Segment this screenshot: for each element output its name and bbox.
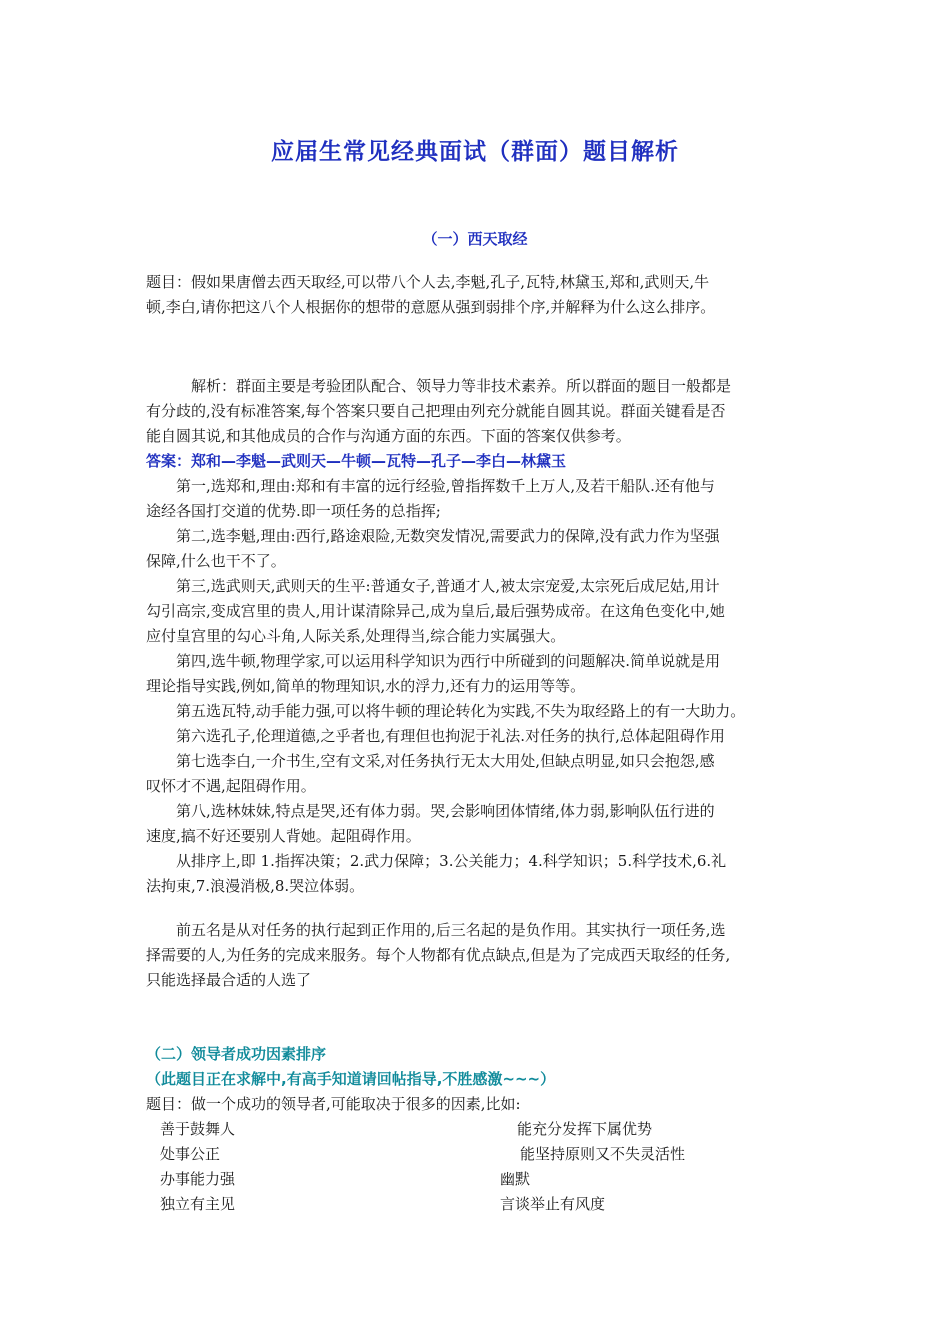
conclusion-line: 前五名是从对任务的执行起到正作用的,后三名起的是负作用。其实执行一项任务,选 [176, 921, 726, 939]
reason-line: 第四,选牛顿,物理学家,可以运用科学知识为西行中所碰到的问题解决.简单说就是用 [176, 652, 721, 670]
factor-row [160, 1192, 760, 1217]
factor-left: 独立有主见 [160, 1195, 236, 1213]
factor-left: 处事公正 [160, 1145, 221, 1163]
conclusion-line: 择需要的人,为任务的完成来服务。每个人物都有优点缺点,但是为了完成西天取经的任务, [146, 946, 731, 964]
factor-right: 能充分发挥下属优势 [517, 1120, 653, 1138]
factor-left: 善于鼓舞人 [160, 1120, 236, 1138]
reason-line: 应付皇宫里的勾心斗角,人际关系,处理得当,综合能力实属强大。 [146, 627, 566, 645]
answer-line [146, 449, 826, 474]
reasons-list [146, 474, 826, 899]
question-line: 顿,李白,请你把这八个人根据你的想带的意愿从强到弱排个序,并解释为什么这么排序。 [146, 298, 716, 316]
reason-line: 理论指导实践,例如,简单的物理知识,水的浮力,还有力的运用等等。 [146, 677, 586, 695]
factor-row [160, 1167, 760, 1192]
reason-line: 保障,什么也干不了。 [146, 552, 286, 570]
section1-question [146, 270, 826, 320]
conclusion-line: 只能选择最合适的人选了 [146, 971, 312, 989]
factor-row [160, 1117, 760, 1142]
reason-line: 第三,选武则天,武则天的生平:普通女子,普通才人,被太宗宠爱,太宗死后成尼姑,用计 [176, 577, 720, 595]
factor-right: 言谈举止有风度 [500, 1195, 606, 1213]
section2-note: （此题目正在求解中,有高手知道请回帖指导,不胜感激~~~） [146, 1070, 556, 1088]
analysis-line: 解析：群面主要是考验团队配合、领导力等非技术素养。所以群面的题目一般都是 [191, 377, 732, 395]
reason-line: 第五选瓦特,动手能力强,可以将牛顿的理论转化为实践,不失为取经路上的有一大助力。 [176, 702, 746, 720]
reason-line: 速度,搞不好还要别人背她。起阻碍作用。 [146, 827, 421, 845]
factor-left: 办事能力强 [160, 1170, 236, 1188]
factor-right: 幽默 [500, 1170, 531, 1188]
factor-row [160, 1142, 760, 1167]
reason-line: 第一,选郑和,理由:郑和有丰富的远行经验,曾指挥数千上万人,及若干船队.还有他与 [176, 477, 715, 495]
reason-line: 第六选孔子,伦理道德,之乎者也,有理但也拘泥于礼法.对任务的执行,总体起阻碍作用 [176, 727, 725, 745]
question-line: 题目：假如果唐僧去西天取经,可以带八个人去,李魁,孔子,瓦特,林黛玉,郑和,武则天,牛 [146, 273, 710, 291]
section2-question: 题目：做一个成功的领导者,可能取决于很多的因素,比如: [146, 1095, 521, 1113]
section2-heading: （二）领导者成功因素排序 [146, 1045, 327, 1063]
section1-analysis [146, 374, 826, 899]
answer-text: 郑和—李魁—武则天—牛顿—瓦特—孔子—李白—林黛玉 [191, 452, 567, 470]
reason-line: 第二,选李魁,理由:西行,路途艰险,无数突发情况,需要武力的保障,没有武力作为坚强 [176, 527, 720, 545]
reason-line: 法拘束,7.浪漫消极,8.哭泣体弱。 [146, 877, 365, 895]
answer-label: 答案： [146, 452, 192, 470]
section1-heading: （一）西天取经 [422, 230, 528, 248]
reason-line: 第八,选林妹妹,特点是哭,还有体力弱。哭,会影响团体情绪,体力弱,影响队伍行进的 [176, 802, 715, 820]
section2 [146, 1042, 826, 1117]
factors-grid [160, 1117, 760, 1217]
reason-line: 从排序上,即 1.指挥决策；2.武力保障；3.公关能力；4.科学知识；5.科学技术,6.礼 [176, 852, 727, 870]
section1-conclusion [146, 918, 826, 993]
factor-right: 能坚持原则又不失灵活性 [520, 1145, 686, 1163]
reason-line: 途经各国打交道的优势.即一项任务的总指挥; [146, 502, 441, 520]
reason-line: 勾引高宗,变成宫里的贵人,用计谋清除异己,成为皇后,最后强势成帝。在这角色变化中,她 [146, 602, 725, 620]
reason-line: 叹怀才不遇,起阻碍作用。 [146, 777, 316, 795]
analysis-line: 能自圆其说,和其他成员的合作与沟通方面的东西。下面的答案仅供参考。 [146, 427, 631, 445]
document-title: 应届生常见经典面试（群面）题目解析 [271, 139, 679, 165]
reason-line: 第七选李白,一介书生,空有文采,对任务执行无太大用处,但缺点明显,如只会抱怨,感 [176, 752, 715, 770]
analysis-line: 有分歧的,没有标准答案,每个答案只要自己把理由列充分就能自圆其说。群面关键看是否 [146, 402, 726, 420]
